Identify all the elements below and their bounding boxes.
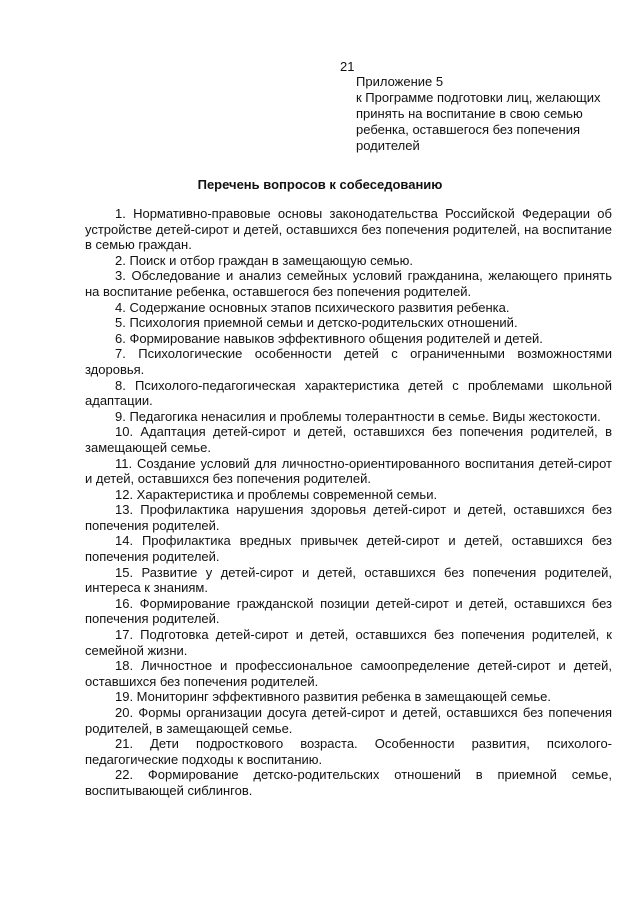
appendix-header: [356, 74, 612, 154]
question-item: 10. Адаптация детей-сирот и детей, оставшихся без попечения родителей, в замещающей семье.: [85, 424, 612, 455]
question-item: 16. Формирование гражданской позиции детей-сирот и детей, оставшихся без попечения родителей.: [85, 595, 612, 627]
question-item: 13. Профилактика нарушения здоровья детей-сирот и детей, оставшихся без попечения родителей.: [85, 502, 612, 533]
question-item: 6. Формирование навыков эффективного общения родителей и детей.: [115, 330, 543, 346]
questions-list: [85, 206, 612, 799]
question-item: 19. Мониторинг эффективного развития ребенка в замещающей семье.: [115, 689, 551, 705]
question-item: 11. Создание условий для личностно-ориентированного воспитания детей-сирот и детей, оставшихся без попечения родителей.: [85, 455, 612, 487]
appendix-line: принять на воспитание в свою семью: [356, 106, 583, 121]
appendix-line: к Программе подготовки лиц, желающих: [356, 90, 601, 105]
question-item: 12. Характеристика и проблемы современной семьи.: [115, 486, 438, 502]
appendix-line: ребенка, оставшегося без попечения: [356, 122, 581, 137]
question-item: 15. Развитие у детей-сирот и детей, оставшихся без попечения родителей, интереса к знаниям.: [85, 564, 612, 596]
question-item: 21. Дети подросткового возраста. Особенности развития, психолого-педагогические подходы к воспитанию.: [85, 736, 612, 767]
question-item: 1. Нормативно-правовые основы законодательства Российской Федерации об устройстве детей-сирот и детей, оставшихся без попечения родителей, на воспитание в семью граждан.: [85, 206, 612, 253]
question-item: 20. Формы организации досуга детей-сирот и детей, оставшихся без попечения родителей, в замещающей семье.: [85, 705, 612, 736]
question-item: 3. Обследование и анализ семейных условий гражданина, желающего принять на воспитание ребенка, оставшегося без попечения родителей.: [85, 268, 612, 299]
question-item: 4. Содержание основных этапов психического развития ребенка.: [115, 299, 510, 315]
document-title: Перечень вопросов к собеседованию: [197, 177, 443, 192]
appendix-line: Приложение 5: [356, 74, 444, 89]
page-number: 21: [340, 59, 355, 74]
question-item: 18. Личностное и профессиональное самоопределение детей-сирот и детей, оставшихся без попечения родителей.: [85, 658, 612, 689]
question-item: 22. Формирование детско-родительских отношений в приемной семье, воспитывающей сиблингов.: [85, 767, 612, 798]
question-item: 9. Педагогика ненасилия и проблемы толерантности в семье. Виды жестокости.: [115, 408, 601, 424]
question-item: 2. Поиск и отбор граждан в замещающую семью.: [115, 252, 413, 268]
question-item: 7. Психологические особенности детей с ограниченными возможностями здоровья.: [85, 346, 612, 377]
appendix-line: родителей: [356, 138, 420, 153]
question-item: 17. Подготовка детей-сирот и детей, оставшихся без попечения родителей, к семейной жизни.: [85, 627, 612, 658]
question-item: 5. Психология приемной семьи и детско-родительских отношений.: [115, 315, 518, 331]
question-item: 8. Психолого-педагогическая характеристика детей с проблемами школьной адаптации.: [85, 377, 612, 409]
question-item: 14. Профилактика вредных привычек детей-сирот и детей, оставшихся без попечения родителей.: [85, 533, 612, 565]
